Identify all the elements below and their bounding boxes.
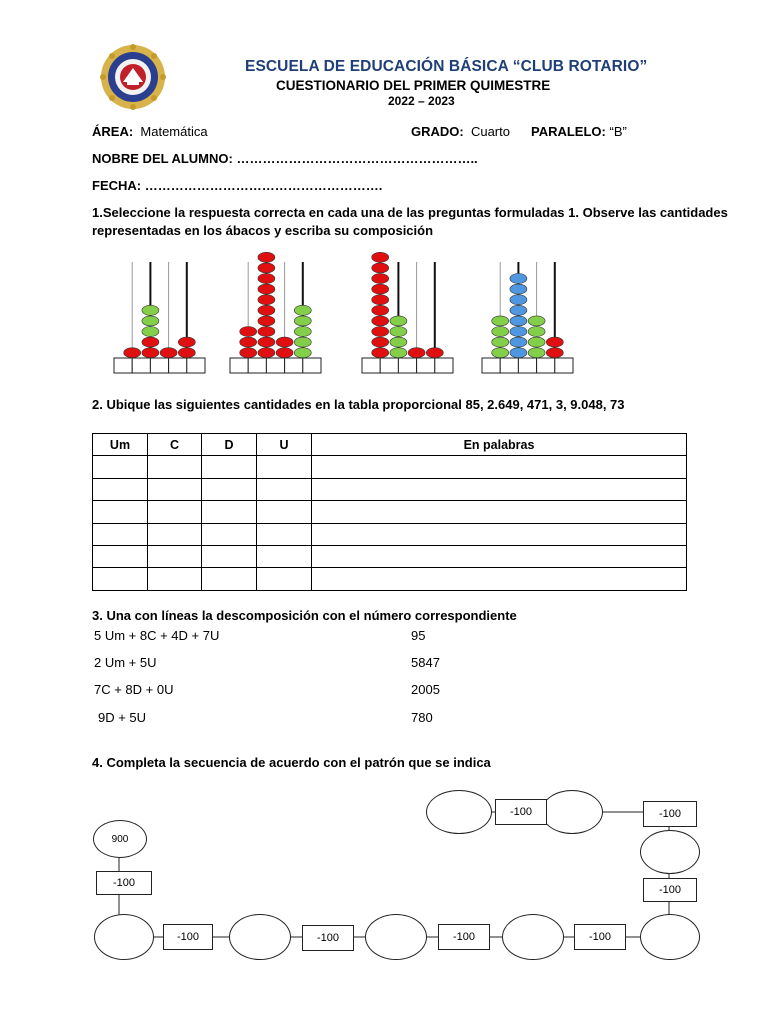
step-label: -100 bbox=[658, 808, 682, 820]
header-c: C bbox=[148, 434, 202, 456]
date-field[interactable]: FECHA: ………………………………………………. bbox=[92, 178, 383, 193]
number-3[interactable]: 2005 bbox=[411, 682, 440, 697]
step-label: -100 bbox=[588, 931, 612, 943]
exam-title: CUESTIONARIO DEL PRIMER QUIMESTRE bbox=[276, 78, 551, 93]
sequence-blank-2[interactable] bbox=[229, 914, 291, 960]
step-box bbox=[495, 799, 547, 825]
number-1[interactable]: 95 bbox=[411, 628, 426, 643]
number-2[interactable]: 5847 bbox=[411, 655, 440, 670]
sequence-start-900 bbox=[93, 820, 147, 858]
sequence-blank-3[interactable] bbox=[365, 914, 427, 960]
sequence-blank-8[interactable] bbox=[426, 790, 492, 834]
step-box bbox=[96, 871, 152, 895]
header-um: Um bbox=[93, 434, 148, 456]
header-en-palabras: En palabras bbox=[312, 434, 687, 456]
step-label: -100 bbox=[658, 884, 682, 896]
decomposition-3[interactable]: 7C + 8D + 0U bbox=[94, 682, 174, 697]
header-u: U bbox=[257, 434, 312, 456]
sequence-blank-5[interactable] bbox=[640, 914, 700, 960]
step-label: -100 bbox=[509, 806, 533, 818]
step-label: -100 bbox=[316, 932, 340, 944]
step-label: -100 bbox=[452, 931, 476, 943]
sequence-blank-4[interactable] bbox=[502, 914, 564, 960]
sequence-blank-6[interactable] bbox=[640, 830, 700, 874]
area-label: ÁREA: bbox=[92, 124, 134, 139]
school-year: 2022 – 2023 bbox=[388, 94, 455, 108]
step-label: -100 bbox=[176, 931, 200, 943]
student-name-field[interactable]: NOBRE DEL ALUMNO: ……………………………………………….. bbox=[92, 151, 478, 166]
step-box bbox=[643, 801, 697, 827]
start-value: 900 bbox=[111, 833, 129, 845]
question-3: 3. Una con líneas la descomposición con el número correspondiente bbox=[92, 608, 517, 623]
question-4: 4. Completa la secuencia de acuerdo con el patrón que se indica bbox=[92, 755, 491, 770]
paralelo-label: PARALELO: bbox=[531, 124, 606, 139]
decomposition-1[interactable]: 5 Um + 8C + 4D + 7U bbox=[94, 628, 220, 643]
step-label: -100 bbox=[112, 877, 136, 889]
sequence-blank-1[interactable] bbox=[94, 914, 154, 960]
grado-label: GRADO: bbox=[411, 124, 464, 139]
school-name: ESCUELA DE EDUCACIÓN BÁSICA “CLUB ROTARIO” bbox=[245, 58, 648, 75]
grado-value: Cuarto bbox=[470, 124, 510, 139]
question-2: 2. Ubique las siguientes cantidades en la tabla proporcional 85, 2.649, 471, 3, 9.048, 73 bbox=[92, 397, 625, 412]
number-4[interactable]: 780 bbox=[411, 710, 433, 725]
paralelo-value: “B” bbox=[609, 124, 627, 139]
step-box bbox=[302, 925, 354, 951]
header-d: D bbox=[202, 434, 257, 456]
step-box bbox=[163, 924, 213, 950]
area-value: Matemática bbox=[140, 124, 208, 139]
step-box bbox=[438, 924, 490, 950]
step-box bbox=[643, 878, 697, 902]
decomposition-2[interactable]: 2 Um + 5U bbox=[94, 655, 157, 670]
decomposition-4[interactable]: 9D + 5U bbox=[98, 710, 147, 725]
sequence-blank-7[interactable] bbox=[541, 790, 603, 834]
question-1-line-1: 1.Seleccione la respuesta correcta en cada una de las preguntas formuladas 1. Observe las cantidades bbox=[92, 205, 728, 220]
step-box bbox=[574, 924, 626, 950]
question-1-line-2: representadas en los ábacos y escriba su composición bbox=[92, 223, 434, 238]
